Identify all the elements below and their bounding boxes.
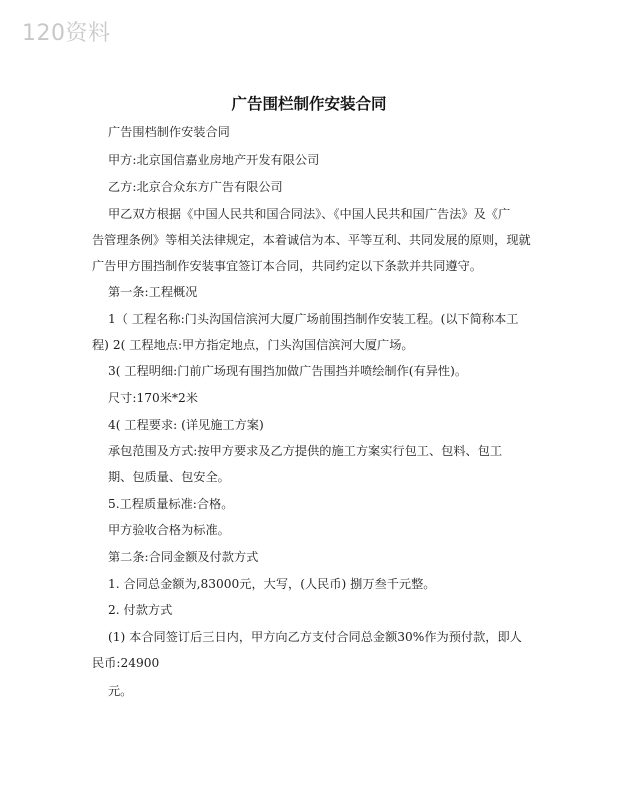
paragraph-line: 程) 2( 工程地点:甲方指定地点，门头沟国信滨河大厦广场。 [92, 338, 414, 352]
paragraph-line: 广告甲方围挡制作安装事宜签订本合同，共同约定以下条款并共同遵守。 [92, 259, 482, 273]
document-title: 广告围栏制作安装合同 [231, 95, 387, 113]
paragraph-line: 1. 合同总金额为,83000元，大写，(人民币) 捌万叁千元整。 [108, 577, 436, 591]
paragraph-line: 元。 [108, 684, 133, 698]
paragraph-line: 承包范围及方式:按甲方要求及乙方提供的施工方案实行包工、包料、包工 [108, 444, 503, 458]
party-b-line: 乙方:北京合众东方广告有限公司 [108, 180, 283, 194]
paragraph-line: 尺寸:170米*2米 [108, 391, 198, 405]
paragraph-line: 2. 付款方式 [108, 603, 173, 617]
paragraph-line: (1) 本合同签订后三日内，甲方向乙方支付合同总金额30%作为预付款，即人 [108, 630, 522, 644]
section-heading: 第一条:工程概况 [108, 285, 198, 299]
party-a-line: 甲方:北京国信嘉业房地产开发有限公司 [108, 153, 320, 167]
paragraph-line: 甲乙双方根据《中国人民共和国合同法》、《中国人民共和国广告法》及《广 [108, 207, 511, 221]
watermark-text: 120资料 [22, 21, 111, 46]
paragraph-line: 民币:24900 [92, 656, 160, 670]
section-heading: 第二条:合同金额及付款方式 [108, 550, 259, 564]
paragraph-line: 1（ 工程名称:门头沟国信滨河大厦广场前围挡制作安装工程。(以下简称本工 [108, 312, 519, 326]
paragraph-line: 期、包质量、包安全。 [108, 470, 230, 484]
paragraph-line: 告管理条例》等相关法律规定，本着诚信为本、平等互利、共同发展的原则，现就 [92, 233, 531, 247]
paragraph-line: 4( 工程要求: (详见施工方案) [108, 418, 264, 432]
subtitle-line: 广告围档制作安装合同 [108, 125, 230, 139]
paragraph-line: 3( 工程明细:门前广场现有围挡加做广告围挡并喷绘制作(有异性)。 [108, 364, 468, 378]
paragraph-line: 5.工程质量标准:合格。 [108, 497, 234, 511]
paragraph-line: 甲方验收合格为标准。 [108, 523, 230, 537]
